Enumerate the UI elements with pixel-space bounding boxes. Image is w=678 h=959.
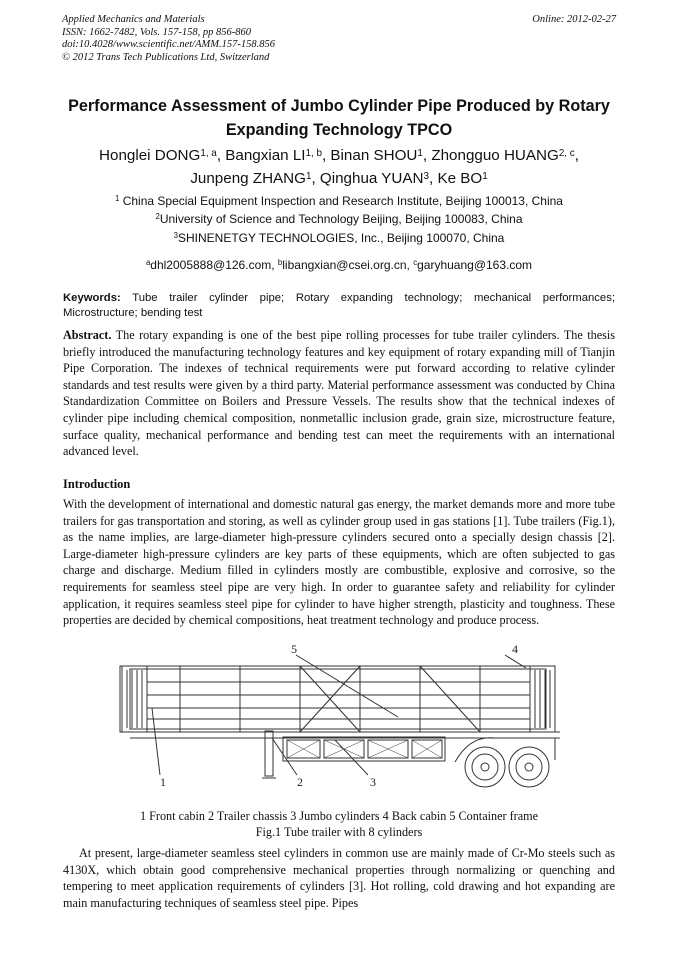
- author: Binan SHOU: [330, 147, 418, 164]
- figure-label-3: 3: [370, 775, 376, 789]
- keywords-label: Keywords:: [63, 292, 121, 304]
- issn: ISSN: 1662-7482, Vols. 157-158, pp 856-860: [62, 26, 251, 38]
- keywords-text: Tube trailer cylinder pipe; Rotary expanding technology; mechanical performances; Microstructure; bending test: [63, 292, 615, 319]
- author: Honglei DONG: [99, 147, 201, 164]
- author: Zhongguo HUANG: [431, 147, 559, 164]
- section-heading: Introduction: [63, 477, 131, 491]
- back-cabin: [530, 666, 555, 732]
- author: Bangxian LI: [225, 147, 306, 164]
- intro-paragraph: With the development of international and domestic natural gas energy, the market demands more and more tube trailers for gas transportation and storing, as well as cylinder group used in gas stations [1]. Tube trailers (Fig.1), as the name implies, are large-diameter high-pressure cylinders secured onto a specially design chassis [2]. Large-diameter high-pressure cylinders are key parts of these equipments, which are often subjected to gas charge and discharge. Medium filled in cylinders mostly are combustible, explosive and corrosive, so the requirements for seamless steel pipe are very high. In order to guarantee safety and reliability for cylinder application, it requires seamless steel pipe for cylinder to have higher strength, plasticity and toughness. These properties are decided by chemical compositions, heat treatment technology and produce process.: [63, 497, 615, 628]
- wheel: [465, 747, 505, 787]
- journal-name: Applied Mechanics and Materials: [62, 14, 205, 25]
- container-frame: [120, 666, 555, 732]
- email[interactable]: libangxian@csei.org.cn,: [282, 258, 410, 272]
- affiliation: $^2$University of Science and Technology Beijing, Beijing 100083, China: [155, 212, 523, 226]
- figure-label-5: 5: [291, 642, 297, 656]
- email-line: $^a$dhl2005888@126.com, $^b$libangxian@csei.org.cn, $^c$garyhuang@163.com: [145, 258, 533, 272]
- figure-label-1: 1: [160, 775, 166, 789]
- author: Ke BO: [437, 170, 483, 187]
- figure-label-2: 2: [297, 775, 303, 789]
- intro-paragraph: At present, large-diameter seamless steel cylinders in common use are mainly made of Cr-Mo steels such as 4130X, which obtain good comprehensive mechanical properties through normalizing or quenching and tempering to meet application requirements of cylinders [3]. Hot rolling, cold drawing and hot expanding are main manufacturing techniques of seamless steel pipe. Pipes: [63, 846, 615, 910]
- abstract-label: Abstract.: [63, 328, 112, 342]
- author: Qinghua YUAN: [319, 170, 424, 187]
- paper-title: Performance Assessment of Jumbo Cylinder Pipe Produced by Rotary Expanding Technology TPCO: [68, 97, 610, 139]
- abstract-text: The rotary expanding is one of the best pipe rolling processes for tube trailer cylinders. The thesis briefly introduced the manufacturing technology features and key equipment of rotary expanding mill of Tianjin Pipe Corporation. The indexes of technical requirements were put forward according to relative cylinder standards and test results were given by a third party. Material performance assessment was conducted by China Standardization Committee on Boilers and Pressure Vessels. The results show that the technical indexes of cylinder pipe including chemical composition, nonmetallic inclusion grade, grain size, microstructure feature, surface quality, mechanical performance and bending test can meet the requirements with an international advanced level.: [63, 328, 615, 459]
- online-date: Online: 2012-02-27: [532, 14, 616, 25]
- email[interactable]: garyhuang@163.com: [417, 258, 533, 272]
- copyright: © 2012 Trans Tech Publications Ltd, Switzerland: [62, 51, 270, 63]
- author-list: Honglei DONG$^{1, a}$, Bangxian LI$^{1, b}$, Binan SHOU$^1$, Zhongguo HUANG$^{2, c}$, Junpeng ZHANG$^1$, Qinghua YUAN$^3$, Ke $BO^1$: [99, 147, 579, 187]
- author: Junpeng ZHANG: [190, 170, 306, 187]
- figure-label-4: 4: [512, 642, 518, 656]
- affiliation: $^1$ China Special Equipment Inspection and Research Institute, Beijing 100013, China: [115, 194, 563, 208]
- figure-caption: Fig.1 Tube trailer with 8 cylinders: [255, 825, 423, 839]
- affiliation: $^3$SHINENETGY TECHNOLOGIES, Inc., Beijing 100070, China: [173, 231, 505, 245]
- doi: doi:10.4028/www.scientific.net/AMM.157-158.856: [62, 39, 275, 50]
- wheel: [509, 747, 549, 787]
- front-cabin: [122, 666, 147, 732]
- figure-legend: 1 Front cabin 2 Trailer chassis 3 Jumbo cylinders 4 Back cabin 5 Container frame: [139, 809, 539, 823]
- email[interactable]: dhl2005888@126.com,: [150, 258, 275, 272]
